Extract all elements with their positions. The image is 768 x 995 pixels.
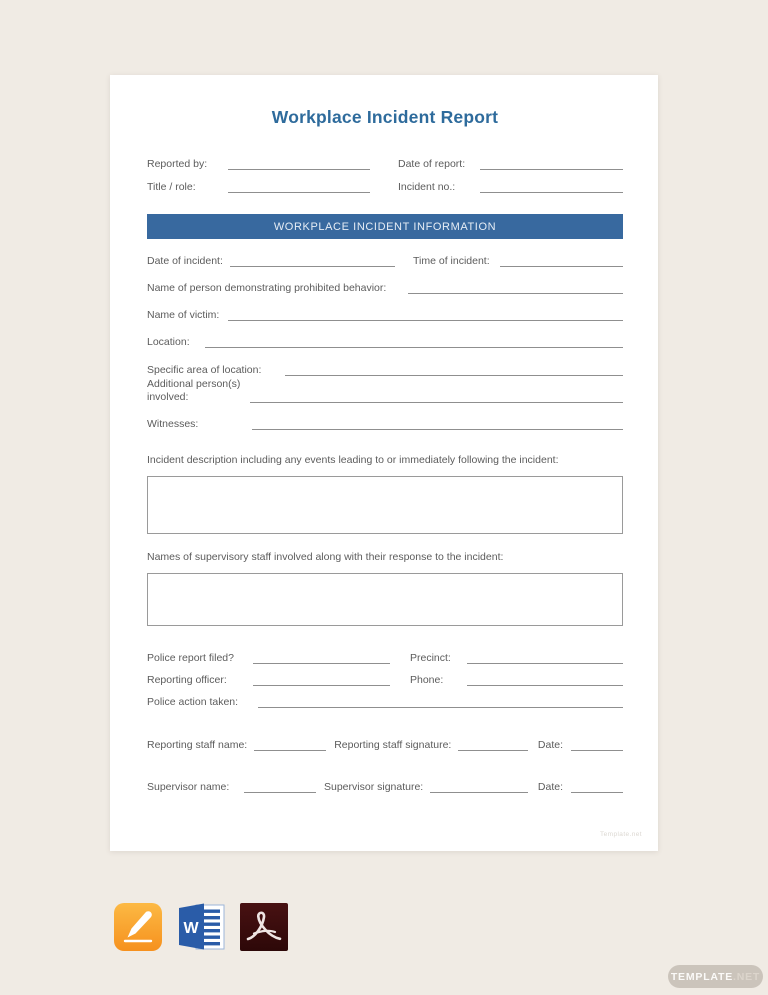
row-reported-by	[147, 157, 623, 171]
page-title: Workplace Incident Report	[271, 107, 499, 127]
time-of-incident-label: Time of incident:	[413, 255, 490, 267]
reporting-staff-name-field	[254, 738, 326, 751]
reported-by-label: Reported by:	[147, 158, 208, 170]
reporting-staff-signature-label: Reporting staff signature:	[334, 739, 452, 751]
supervisory-staff-box	[147, 573, 623, 626]
precinct-field	[467, 651, 623, 664]
supervisor-signature-field	[430, 780, 528, 793]
incident-no-field	[480, 180, 623, 193]
title-role-field	[228, 180, 370, 193]
specific-area-label: Specific area of location:	[147, 364, 262, 376]
row-specific-area	[147, 363, 623, 377]
person-behavior-label: Name of person demonstrating prohibited behavior:	[147, 282, 387, 294]
section-header-bar	[147, 214, 623, 239]
badge-text-primary: TEMPLATE	[670, 970, 734, 983]
additional-persons-label: Additional person(s) involved:	[147, 378, 241, 403]
row-supervisor-signature	[147, 780, 623, 794]
document-page	[110, 75, 658, 851]
pages-icon[interactable]	[114, 903, 162, 956]
date-field-1	[571, 738, 623, 751]
specific-area-field	[285, 363, 623, 376]
name-of-victim-field	[228, 308, 623, 321]
acrobat-icon[interactable]	[240, 903, 288, 956]
date-of-incident-field	[230, 254, 395, 267]
row-additional-persons	[147, 378, 623, 404]
reporting-staff-name-label: Reporting staff name:	[147, 739, 248, 751]
supervisor-name-label: Supervisor name:	[147, 781, 230, 793]
phone-field	[467, 673, 623, 686]
supervisory-staff-label: Names of supervisory staff involved along with their response to the incident:	[147, 551, 504, 563]
title-role-label: Title / role:	[147, 181, 196, 193]
row-title-role	[147, 180, 623, 194]
row-reporting-staff-signature	[147, 738, 623, 752]
incident-description-label: Incident description including any events leading to or immediately following the incident:	[147, 454, 559, 466]
person-behavior-field	[408, 281, 623, 294]
row-location	[147, 335, 623, 349]
reporting-staff-signature-field	[458, 738, 528, 751]
word-icon[interactable]	[176, 901, 227, 957]
witnesses-field	[252, 417, 623, 430]
incident-no-label: Incident no.:	[398, 181, 456, 193]
badge-text-secondary: .NET	[733, 970, 761, 983]
additional-persons-field	[250, 390, 623, 403]
row-date-time	[147, 254, 623, 268]
incident-description-box	[147, 476, 623, 534]
document-content	[147, 75, 623, 794]
section-header-title: WORKPLACE INCIDENT INFORMATION	[273, 220, 497, 233]
row-victim	[147, 308, 623, 322]
word-letter: W	[183, 920, 199, 937]
row-person-behavior	[147, 281, 623, 295]
police-report-filed-label: Police report filed?	[147, 652, 234, 664]
phone-label: Phone:	[410, 674, 444, 686]
location-field	[205, 335, 623, 348]
witnesses-label: Witnesses:	[147, 418, 199, 430]
reporting-officer-field	[253, 673, 390, 686]
date-field-2	[571, 780, 623, 793]
precinct-label: Precinct:	[410, 652, 451, 664]
supervisor-signature-label: Supervisor signature:	[324, 781, 424, 793]
supervisor-name-field	[244, 780, 316, 793]
date-of-report-field	[480, 157, 623, 170]
templatenet-badge[interactable]	[668, 965, 763, 988]
time-of-incident-field	[500, 254, 623, 267]
template-watermark: Template.net	[599, 831, 642, 838]
row-witnesses	[147, 417, 623, 431]
date-label-1: Date:	[537, 739, 563, 751]
row-reporting-officer	[147, 673, 623, 687]
reporting-officer-label: Reporting officer:	[147, 674, 227, 686]
date-label-2: Date:	[537, 781, 563, 793]
name-of-victim-label: Name of victim:	[147, 309, 220, 321]
reported-by-field	[228, 157, 370, 170]
row-police-action	[147, 695, 623, 709]
date-of-report-label: Date of report:	[398, 158, 466, 170]
police-action-label: Police action taken:	[147, 696, 239, 708]
police-report-filed-field	[253, 651, 390, 664]
location-label: Location:	[147, 336, 190, 348]
police-action-field	[258, 695, 623, 708]
row-police-report	[147, 651, 623, 665]
date-of-incident-label: Date of incident:	[147, 255, 223, 267]
